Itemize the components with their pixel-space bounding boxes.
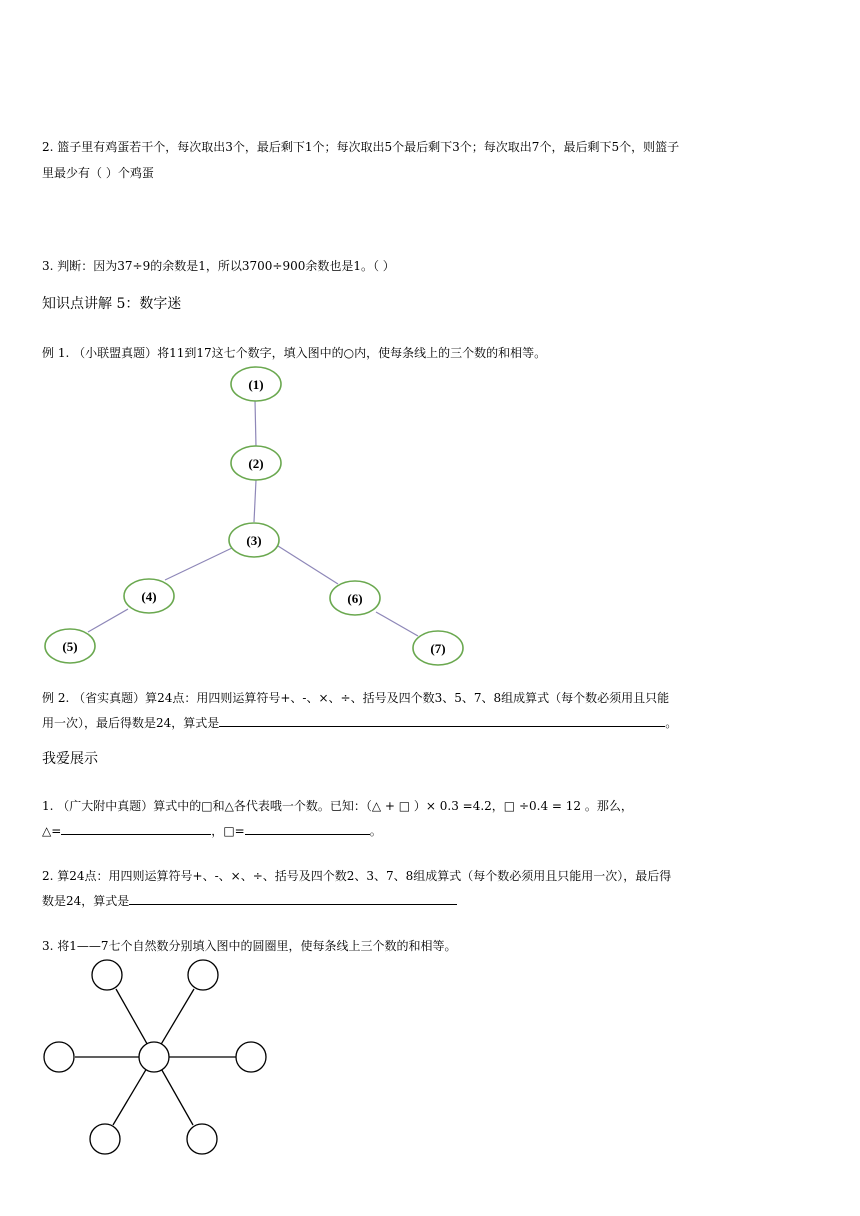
s1-end: 。 [369, 824, 382, 838]
s2-line1: 2. 算24点：用四则运算符号+、-、×、÷、括号及四个数2、3、7、8组成算式（每个数必须用且只能用一次），最后得 [42, 869, 672, 883]
q2-line1: 2. 篮子里有鸡蛋若干个，每次取出3个，最后剩下1个；每次取出5个最后剩下3个；每次取出7个，最后剩下5个，则篮子 [42, 140, 680, 154]
s3-circle-bottom-left [90, 1124, 120, 1154]
node-label-1: (1) [248, 377, 264, 392]
s3-text: 3. 将1——7七个自然数分别填入图中的圆圈里，使每条线上三个数的和相等。 [42, 939, 457, 953]
node-label-3: (3) [246, 533, 262, 548]
s1-tri-label: △= [42, 824, 62, 838]
node-label-7: (7) [430, 641, 446, 656]
node-label-5: (5) [62, 639, 78, 654]
s2-line2-prefix: 数是24，算式是 [42, 894, 130, 908]
show-title: 我爱展示 [42, 751, 98, 767]
s3-circle-right [236, 1042, 266, 1072]
s1-line1: 1. （广大附中真题）算式中的□和△各代表哦一个数。已知：（△ + □ ）× 0.3 =4.2，□ ÷0.4 = 12 。那么， [42, 799, 633, 813]
s3-circle-top-right [188, 960, 218, 990]
q2-line2: 里最少有（ ）个鸡蛋 [42, 166, 154, 180]
node-label-2: (2) [248, 456, 264, 471]
ex2-line1: 例 2. （省实真题）算24点：用四则运算符号+、-、×、÷、括号及四个数3、5、7、8组成算式（每个数必须用且只能 [42, 691, 670, 705]
ex1-text: 例 1. （小联盟真题）将11到17这七个数字，填入图中的○内，使每条线上的三个数的和相等。 [42, 346, 547, 360]
s3-circle-center [139, 1042, 169, 1072]
s3-circle-top-left [92, 960, 122, 990]
section5-title: 知识点讲解 5：数字迷 [42, 296, 182, 312]
node-label-4: (4) [141, 589, 157, 604]
s1-sep: ， [211, 824, 224, 838]
s3-circle-left [44, 1042, 74, 1072]
s3-circle-bottom-right [187, 1124, 217, 1154]
ex2-line2-prefix: 用一次），最后得数是24，算式是 [42, 716, 220, 730]
q3-text: 3. 判断：因为37÷9的余数是1，所以3700÷900余数也是1。（ ） [42, 259, 395, 273]
node-label-6: (6) [347, 591, 363, 606]
ex2-line2-suffix: 。 [665, 716, 678, 730]
s1-sq-label: □= [223, 824, 245, 838]
